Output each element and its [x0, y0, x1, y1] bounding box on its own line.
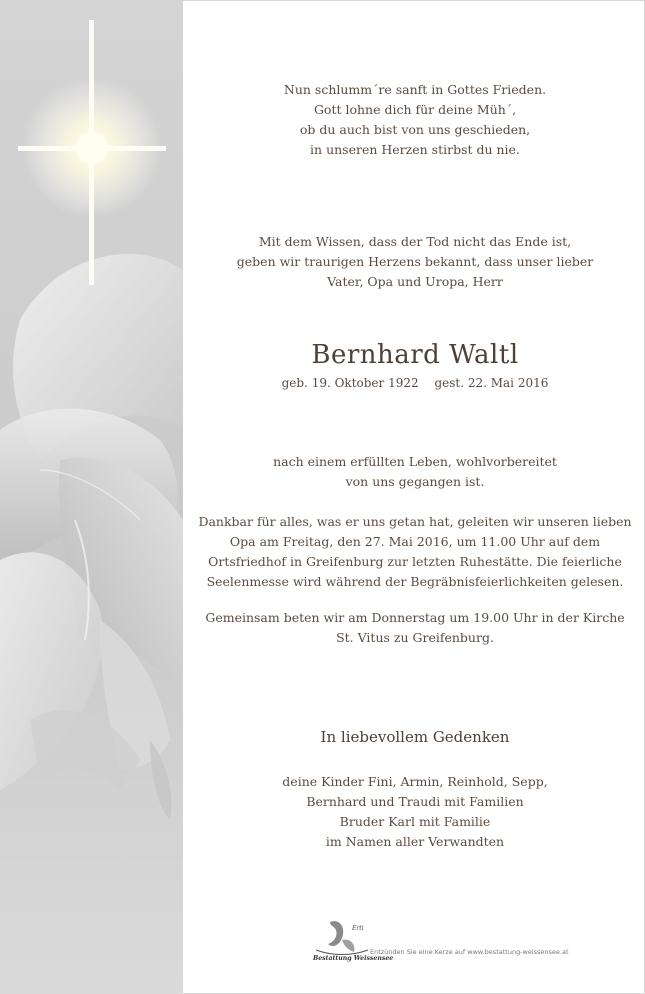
prayer-line: Gemeinsam beten wir am Donnerstag um 19.00 Uhr in der Kirche [205, 610, 625, 625]
funeral-line: Opa am Freitag, den 27. Mai 2016, um 11.00 Uhr auf dem [229, 534, 601, 549]
mourner-line: im Namen aller Verwandten [325, 834, 505, 849]
funeral-block [195, 512, 635, 592]
funeral-line: Dankbar für alles, was er uns getan hat, geleiten wir unseren lieben [198, 514, 632, 529]
memorial-heading: In liebevollem Gedenken [320, 728, 510, 746]
poem-line: Nun schlumm´re sanft in Gottes Frieden. [283, 82, 547, 97]
mourner-line: deine Kinder Fini, Armin, Reinhold, Sepp, [282, 774, 548, 789]
funeral-line: Ortsfriedhof in Greifenburg zur letzten Ruhestätte. Die feierliche [208, 554, 622, 569]
passing-block [195, 452, 635, 492]
side-panel-image [0, 0, 183, 994]
intro-line: Vater, Opa und Uropa, Herr [327, 274, 503, 289]
deceased-name: Bernhard Waltl [311, 340, 519, 370]
poem-line: in unseren Herzen stirbst du nie. [310, 142, 520, 157]
funeral-line: Seelenmesse wird während der Begräbnisfeierlichkeiten gelesen. [206, 574, 624, 589]
footer-note: Entzünden Sie eine Kerze auf www.bestattung-weissensee.at [370, 948, 569, 956]
poem-block [195, 80, 635, 160]
intro-line: geben wir traurigen Herzens bekannt, dass unser lieber [236, 254, 594, 269]
passing-line: von uns gegangen ist. [345, 474, 485, 489]
passing-line: nach einem erfüllten Leben, wohlvorbereitet [273, 454, 557, 469]
mourner-line: Bruder Karl mit Familie [339, 814, 491, 829]
undertaker-logo [312, 916, 394, 962]
prayer-block [195, 608, 635, 648]
footer [312, 916, 592, 962]
intro-block [195, 232, 635, 292]
mourners-block [195, 772, 635, 852]
prayer-line: St. Vitus zu Greifenburg. [336, 630, 494, 645]
lily-cross-image [0, 0, 183, 994]
svg-text:Bestattung Weissensee: Bestattung Weissensee [313, 955, 394, 962]
poem-line: Gott lohne dich für deine Müh´, [313, 102, 517, 117]
life-dates [195, 373, 635, 393]
death-date: gest. 22. Mai 2016 [434, 376, 549, 390]
intro-line: Mit dem Wissen, dass der Tod nicht das Ende ist, [258, 234, 572, 249]
birth-date: geb. 19. Oktober 1922 [281, 376, 419, 390]
poem-line: ob du auch bist von uns geschieden, [299, 122, 531, 137]
svg-text:Erti: Erti [352, 925, 364, 932]
mourner-line: Bernhard und Traudi mit Familien [306, 794, 524, 809]
